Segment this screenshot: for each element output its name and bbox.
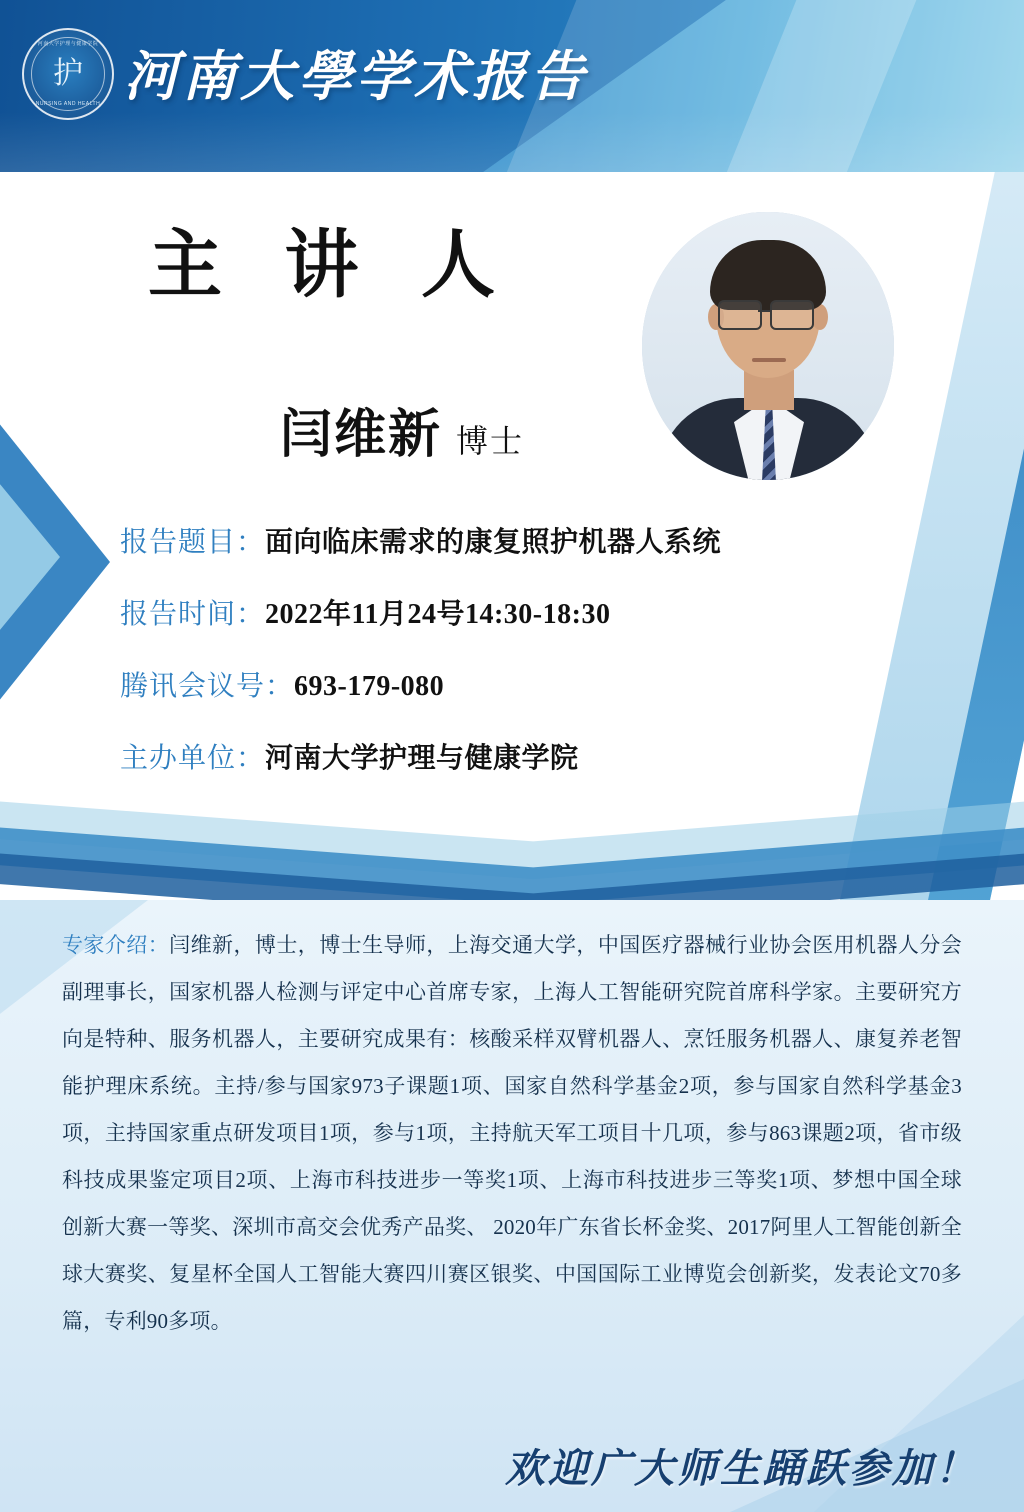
info-label-meeting-id: 腾讯会议号： <box>120 671 295 702</box>
poster-header <box>0 0 1024 172</box>
speaker-name-row <box>280 392 524 467</box>
info-value-time: 2022年11月24号14:30-18:30 <box>265 599 611 630</box>
welcome-footer: 欢迎广大师生踊跃参加！ <box>505 1446 978 1491</box>
biography-lead-label: 专家介绍： <box>62 933 170 957</box>
biography-text-block <box>62 922 962 1345</box>
info-value-meeting-id: 693-179-080 <box>294 671 445 702</box>
info-label-time: 报告时间： <box>120 599 266 630</box>
header-bottom-fade <box>0 112 1024 172</box>
speaker-heading: 主 讲 人 <box>148 225 517 307</box>
biography-section <box>0 900 1024 1512</box>
info-label-organizer: 主办单位： <box>120 743 266 774</box>
biography-body: 闫维新，博士，博士生导师，上海交通大学，中国医疗器械行业协会医用机器人分会副理事长，国家机器人检测与评定中心首席专家，上海人工智能研究院首席科学家。主要研究方向是特种、服务机器人，主要研究成果有：核酸采样双臂机器人、烹饪服务机器人、康复养老智能护理床系统。主持/参与国家973子课题1项、国家自然科学基金2项，参与国家自然科学基金3项，主持国家重点研发项目1项，参与1项，主持航天军工项目十几项，参与863课题2项，省市级科技成果鉴定项目2项、上海市科技进步一等奖1项、上海市科技进步三等奖1项、梦想中国全球创新大赛一等奖、深圳市高交会优秀产品奖、 2020年广东省长杯金奖、2017阿里人工智能创新全球大赛奖、复星杯全国人工智能大赛四川赛区银奖、中国国际工业博览会创新奖，发表论文70多篇，专利90多项。 <box>62 933 962 1333</box>
logo-ring-top-text: 河南大学护理与健康学院 <box>37 41 99 47</box>
info-label-topic: 报告题目： <box>120 527 266 558</box>
portrait-mouth <box>752 358 786 362</box>
speaker-degree: 博士 <box>456 423 525 459</box>
portrait-glasses-bridge <box>758 310 770 312</box>
poster-title: 河南大學学术报告 <box>124 47 588 107</box>
university-logo-icon <box>22 28 114 120</box>
info-value-organizer: 河南大学护理与健康学院 <box>265 743 579 774</box>
logo-inner-ring <box>31 37 105 111</box>
info-row-time <box>120 592 960 632</box>
info-row-topic <box>120 520 960 560</box>
speaker-name: 闫维新 <box>280 407 443 464</box>
info-row-organizer <box>120 736 960 776</box>
event-info-list <box>120 520 960 808</box>
portrait-glasses-left <box>718 300 762 330</box>
logo-ring-bottom-text: NURSING AND HEALTH <box>35 101 101 107</box>
info-value-topic: 面向临床需求的康复照护机器人系统 <box>265 527 722 558</box>
logo-mark-glyph: 护 <box>53 57 83 90</box>
info-row-meeting-id <box>120 664 960 704</box>
speaker-portrait <box>642 212 894 480</box>
portrait-glasses-right <box>770 300 814 330</box>
